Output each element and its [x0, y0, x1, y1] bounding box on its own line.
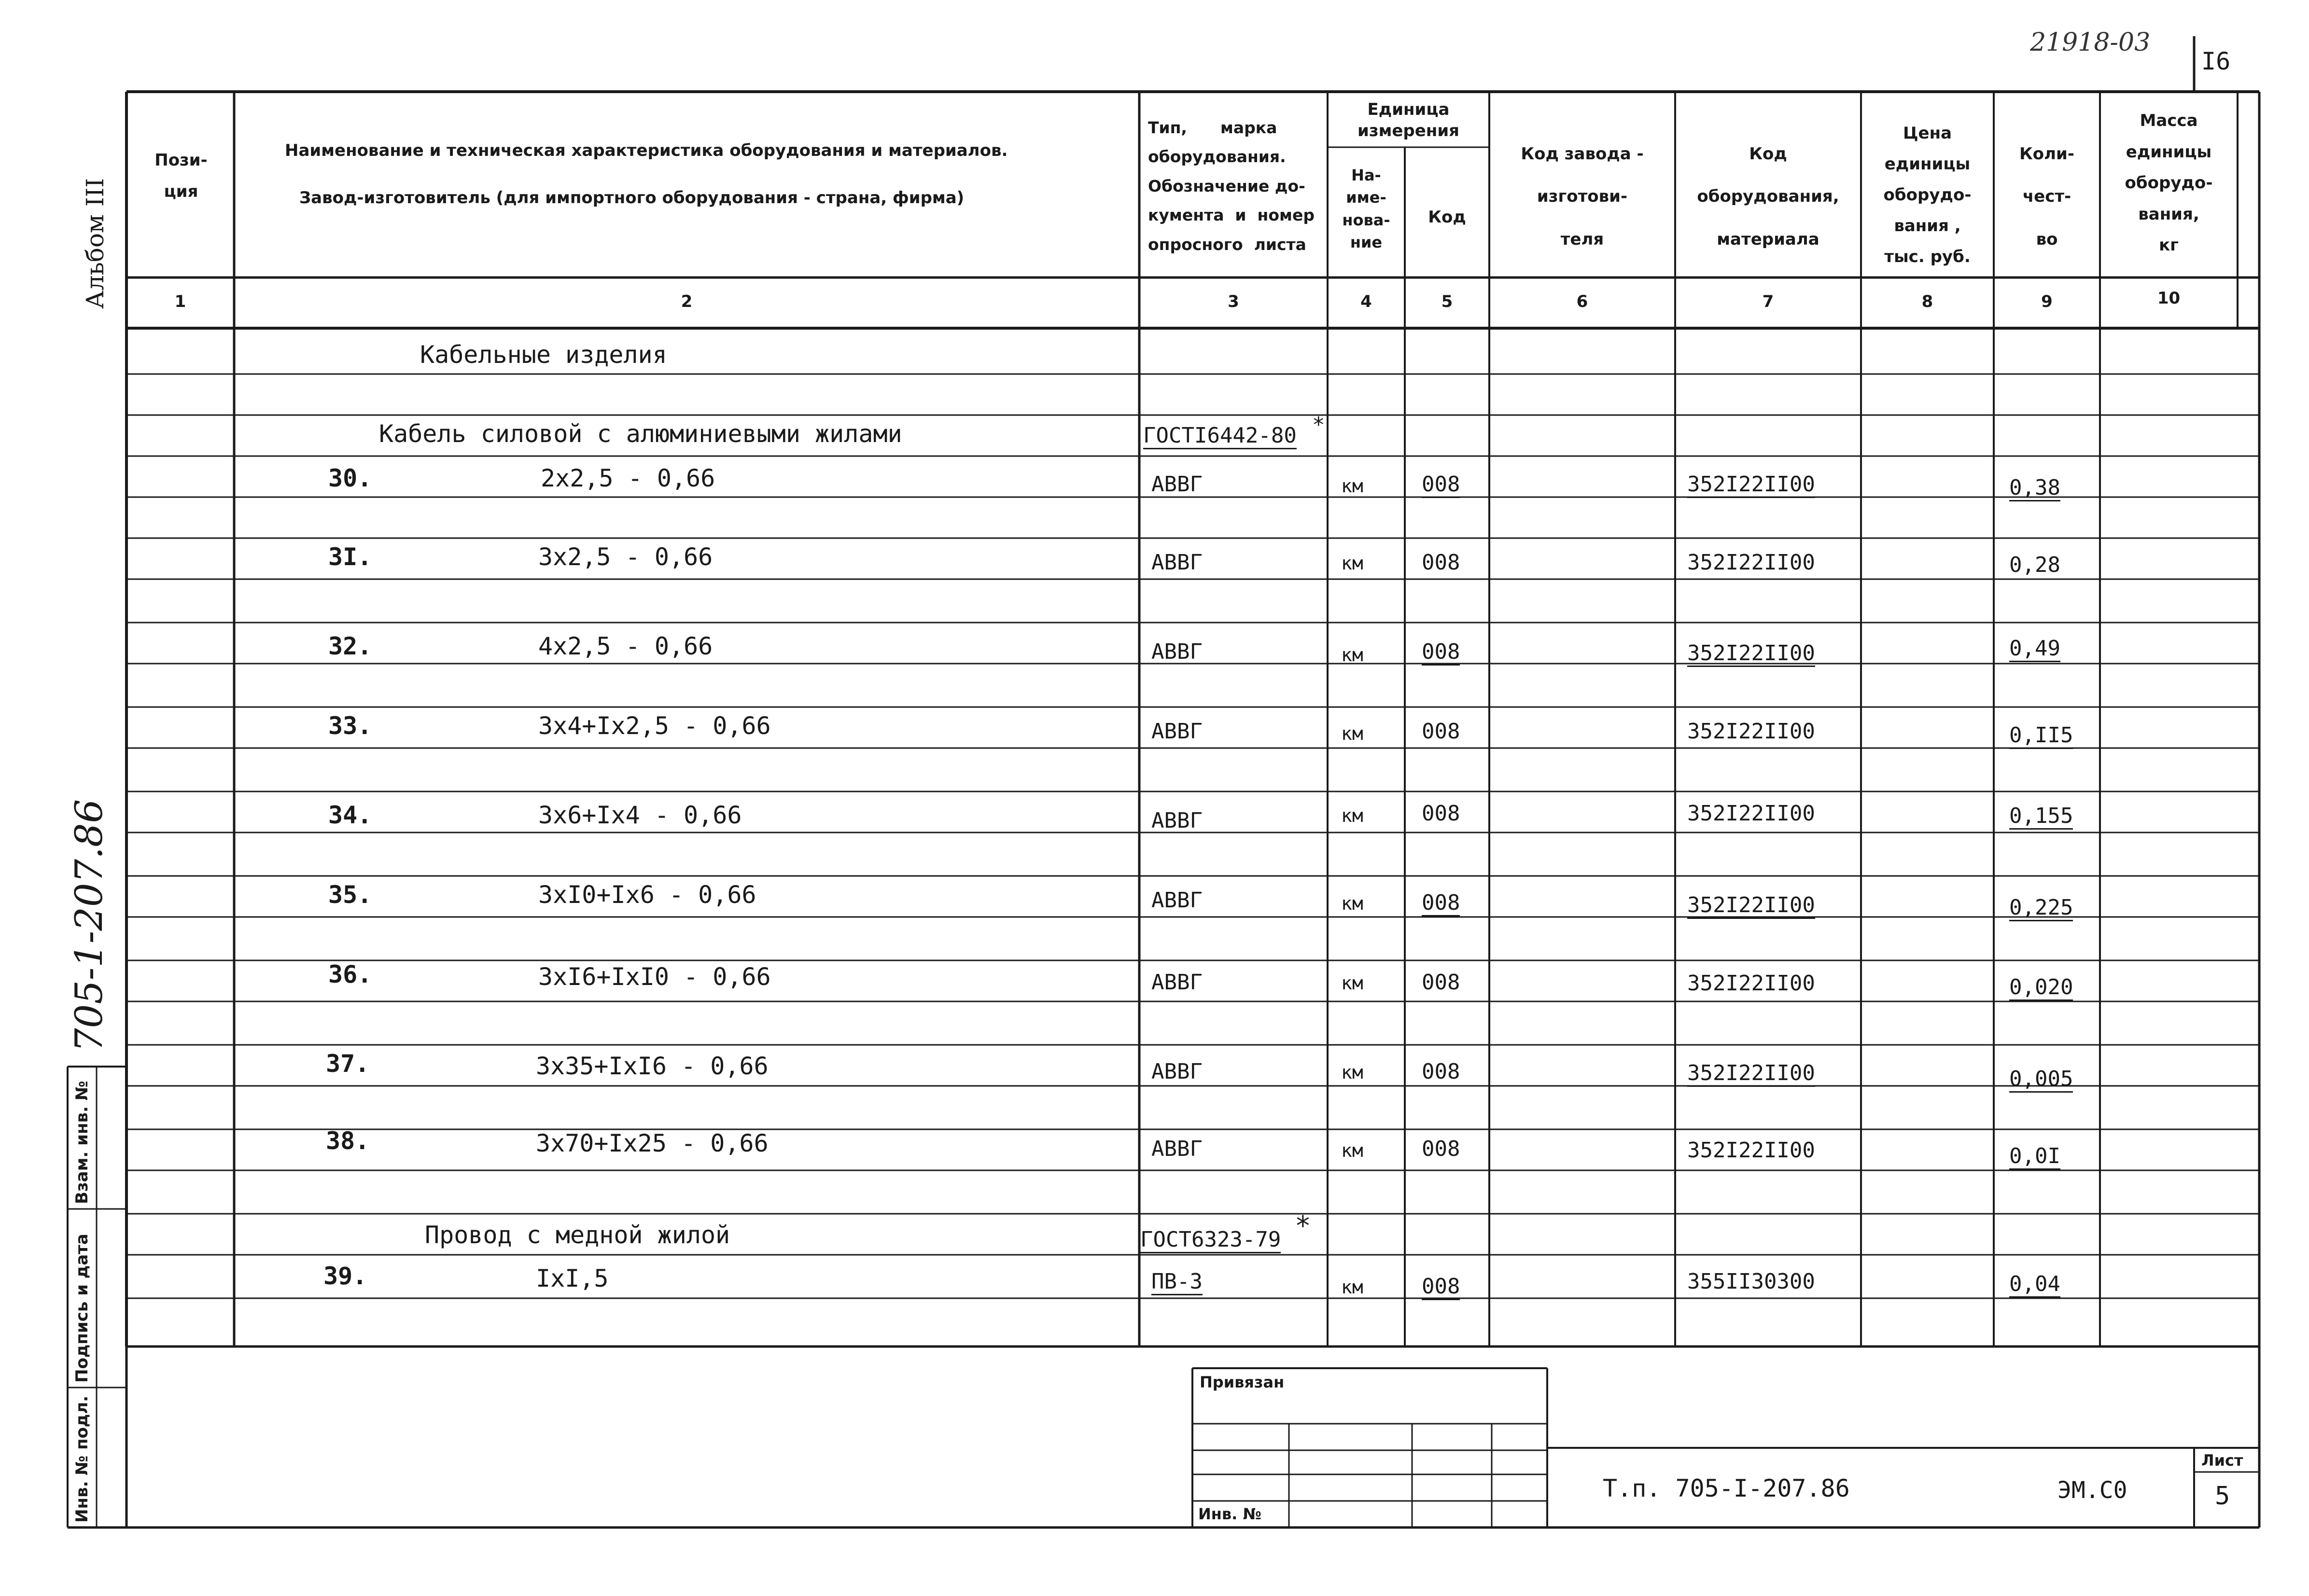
table-row-unit: км: [1341, 1140, 1363, 1161]
table-row-position: 39.: [323, 1262, 367, 1290]
table-row-type: АВВГ: [1151, 472, 1203, 497]
header-price: Цена единицы оборудо- вания , тыс. руб.: [1883, 124, 1972, 266]
table-row-type: АВВГ: [1151, 970, 1203, 995]
sheet-number: 5: [2215, 1482, 2230, 1511]
table-row-quantity: 0,155: [2009, 804, 2073, 830]
column-number-1: 1: [174, 292, 186, 311]
header-mass: Масса единицы оборудо- вания, кг: [2125, 111, 2213, 255]
table-row-type: АВВГ: [1151, 1137, 1203, 1161]
table-row-unit: км: [1341, 805, 1363, 826]
header-unit: Единица измерения: [1357, 100, 1459, 141]
top-sheet-number: I6: [2201, 47, 2231, 75]
table-row-name: 2x2,5 - 0,66: [541, 464, 715, 492]
table-row-type: АВВГ: [1151, 808, 1203, 833]
table-row-position: 34.: [328, 801, 372, 829]
table-row-equipment-code: 352I22II00: [1687, 719, 1815, 744]
table-row-unit: км: [1341, 644, 1363, 666]
table-row-position: 36.: [328, 960, 372, 988]
header-name-line2: Завод-изготовитель (для импортного оборудования - страна, фирма): [299, 188, 965, 208]
table-row-quantity: 0,49: [2009, 636, 2060, 662]
column-number-4: 4: [1360, 292, 1372, 311]
side-project-note: 705-1-207.86: [68, 799, 111, 1052]
header-position: Пози- ция: [154, 151, 208, 201]
table-row-unit: км: [1341, 1277, 1363, 1298]
table-row-position: 38.: [326, 1127, 370, 1155]
table-row-type: ПВ-3: [1151, 1269, 1203, 1295]
header-factory-code: Код завода - изготови- теля: [1521, 144, 1644, 249]
table-row-quantity: 0,020: [2009, 975, 2073, 1001]
column-number-6: 6: [1576, 292, 1588, 311]
table-row-unit-code: 008: [1422, 719, 1460, 744]
document-mark: ЭМ.С0: [2057, 1477, 2127, 1504]
sheet-label: Лист: [2201, 1451, 2243, 1470]
column-number-7: 7: [1762, 292, 1774, 311]
table-row-position: 35.: [328, 881, 372, 909]
table-row-equipment-code: 352I22II00: [1687, 971, 1815, 996]
table-row-type: АВВГ: [1151, 550, 1203, 575]
header-equipment-code: Код оборудования, материала: [1697, 144, 1839, 249]
table-row-name: 3x4+Ix2,5 - 0,66: [538, 712, 771, 740]
table-row-quantity: 0,0I: [2009, 1144, 2060, 1170]
header-unit-name: На- име- нова- ние: [1342, 166, 1390, 252]
table-row-unit-code: 008: [1422, 801, 1460, 826]
table-row-position: 3I.: [328, 543, 372, 571]
table-row-name: 3xI6+IxI0 - 0,66: [538, 963, 771, 991]
table-row-unit-code: 008: [1422, 970, 1460, 995]
table-row-unit: км: [1341, 893, 1363, 914]
table-row-unit: км: [1341, 475, 1363, 497]
table-row-name: 4x2,5 - 0,66: [538, 632, 713, 660]
table-row-equipment-code: 352I22II00: [1687, 641, 1815, 667]
stamp-attached-label: Привязан: [1200, 1373, 1285, 1391]
table-row-equipment-code: 355II30300: [1687, 1269, 1815, 1294]
table-row-unit-code: 008: [1422, 472, 1460, 498]
table-row-name: 3x6+Ix4 - 0,66: [538, 801, 742, 829]
table-row-equipment-code: 352I22II00: [1687, 550, 1815, 575]
table-row-quantity: 0,005: [2009, 1067, 2073, 1093]
table-row-name: 3x35+IxI6 - 0,66: [536, 1052, 769, 1080]
section-heading-cable-products: Кабельные изделия: [420, 341, 667, 369]
table-row-name: 3x70+Ix25 - 0,66: [536, 1129, 769, 1157]
header-type: Тип, марка оборудования. Обозначение до- кумента и номер опросного листа: [1148, 118, 1315, 254]
header-quantity: Коли- чест- во: [2019, 144, 2074, 249]
header-unit-code: Код: [1428, 208, 1466, 227]
table-row-quantity: 0,II5: [2009, 723, 2073, 749]
column-number-5: 5: [1441, 292, 1453, 311]
table-row-type: АВВГ: [1151, 639, 1203, 664]
column-number-8: 8: [1921, 292, 1933, 311]
table-row-type: АВВГ: [1151, 719, 1203, 744]
table-row-position: 32.: [328, 632, 372, 660]
table-row-quantity: 0,28: [2009, 553, 2060, 577]
table-row-position: 37.: [326, 1050, 370, 1078]
section-doc-star: *: [1312, 413, 1325, 437]
table-row-unit: км: [1341, 553, 1363, 574]
table-row-quantity: 0,225: [2009, 895, 2073, 921]
side-label-signature-date: Подпись и дата: [72, 1234, 92, 1383]
table-row-unit-code: 008: [1422, 550, 1460, 575]
table-row-equipment-code: 352I22II00: [1687, 1138, 1815, 1163]
table-row-name: 3x2,5 - 0,66: [538, 543, 713, 571]
table-row-unit: км: [1341, 1062, 1363, 1083]
table-row-unit: км: [1341, 972, 1363, 994]
table-row-name: 3xI0+Ix6 - 0,66: [538, 881, 756, 909]
column-number-9: 9: [2041, 292, 2053, 311]
table-row-unit-code: 008: [1422, 1137, 1460, 1161]
table-row-unit-code: 008: [1422, 1059, 1460, 1084]
column-number-2: 2: [681, 292, 693, 311]
side-label-original-inventory: Инв. № подл.: [72, 1395, 92, 1523]
column-number-3: 3: [1228, 292, 1239, 311]
table-row-unit-code: 008: [1422, 639, 1460, 666]
table-row-type: АВВГ: [1151, 1059, 1203, 1084]
header-name-line1: Наименование и техническая характеристика оборудования и материалов.: [285, 141, 1008, 160]
table-row-equipment-code: 352I22II00: [1687, 1061, 1815, 1087]
table-row-unit: км: [1341, 723, 1363, 744]
section-doc-star: *: [1295, 1210, 1311, 1242]
album-label: Альбом III: [81, 178, 109, 309]
table-row-position: 33.: [328, 712, 372, 740]
section-heading-copper-wire: Провод с медной жилой: [425, 1221, 730, 1249]
table-row-equipment-code: 352I22II00: [1687, 893, 1815, 919]
table-row-type: АВВГ: [1151, 888, 1203, 913]
side-label-replaced-inventory: Взам. инв. №: [72, 1081, 92, 1204]
stamp-inventory-label: Инв. №: [1198, 1505, 1261, 1523]
table-row-equipment-code: 352I22II00: [1687, 801, 1815, 826]
table-row-quantity: 0,04: [2009, 1272, 2060, 1298]
table-row-position: 30.: [328, 464, 372, 492]
section-doc-gost-6323: ГОСТ6323-79: [1140, 1227, 1281, 1253]
table-row-name: IxI,5: [536, 1264, 609, 1292]
document-title: Т.п. 705-I-207.86: [1603, 1474, 1850, 1502]
section-doc-gost-16442: ГОСТI6442-80: [1143, 423, 1297, 449]
table-row-quantity: 0,38: [2009, 475, 2060, 501]
table-row-unit-code: 008: [1422, 1274, 1460, 1300]
table-row-equipment-code: 352I22II00: [1687, 472, 1815, 498]
section-heading-power-cable: Кабель силовой с алюминиевыми жилами: [379, 420, 902, 448]
column-number-10: 10: [2157, 289, 2181, 308]
document-code: 21918-03: [2030, 28, 2151, 57]
table-row-unit-code: 008: [1422, 890, 1460, 916]
